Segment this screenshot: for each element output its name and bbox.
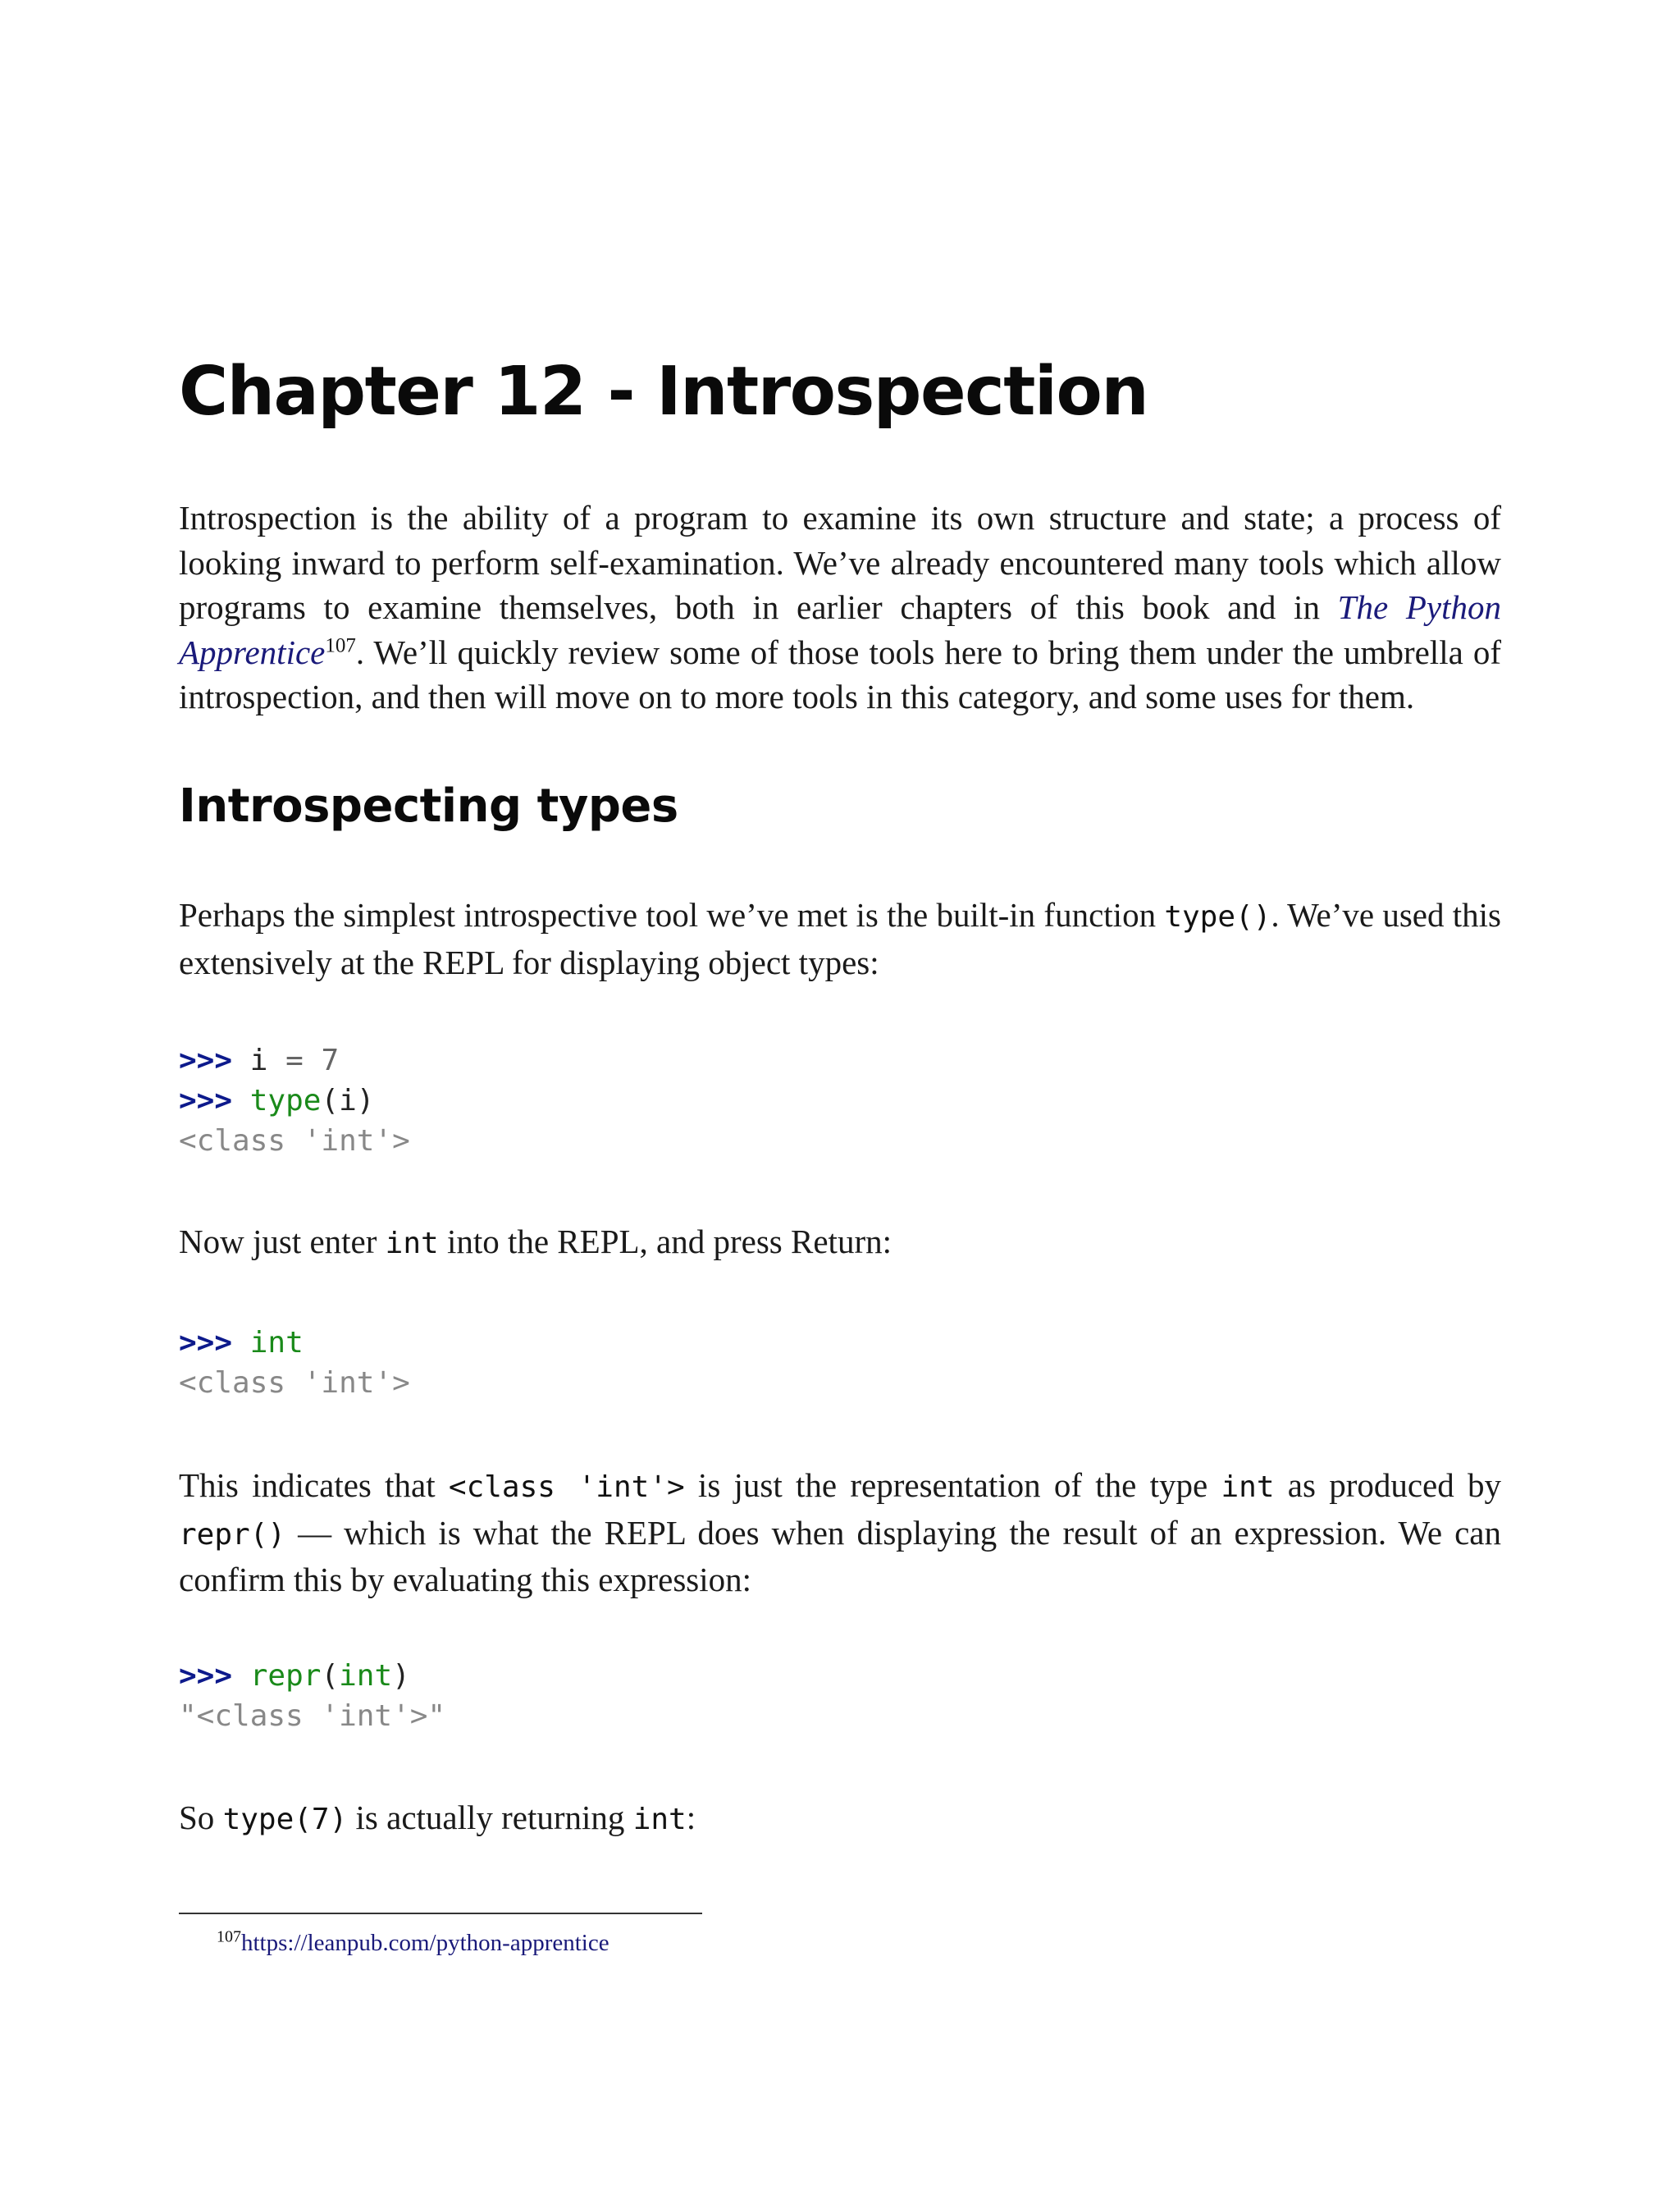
- footnote: [217, 1928, 609, 1958]
- repl-prompt: >>>: [179, 1044, 233, 1077]
- repl-prompt: >>>: [179, 1326, 233, 1360]
- int-paragraph: [179, 1219, 1501, 1267]
- python-apprentice-link[interactable]: The Python Apprentice: [179, 588, 1501, 671]
- code-identifier: i: [339, 1084, 357, 1118]
- footnote-divider: [179, 1913, 702, 1914]
- inline-code-type7: type(7): [222, 1803, 348, 1836]
- type-paragraph: [179, 893, 1501, 985]
- so-text-2: is actually returning: [347, 1799, 633, 1836]
- code-builtin: repr: [249, 1659, 322, 1693]
- code-block-repr: [179, 1656, 445, 1736]
- code-paren: ): [356, 1084, 375, 1118]
- repl-prompt: >>>: [179, 1659, 233, 1693]
- footnote-ref[interactable]: 107: [325, 633, 356, 656]
- inline-code-repr: repr(): [179, 1517, 286, 1552]
- repr-text-3: as produced by: [1274, 1466, 1502, 1504]
- type-text-1: Perhaps the simplest introspective tool we’ve met is the built-in function: [179, 896, 1165, 934]
- type-text-2: . We’ve used this extensively at the REPL for displaying object types:: [179, 896, 1501, 981]
- inline-code-int: int: [385, 1227, 439, 1260]
- repr-text-2: is just the representation of the type: [684, 1466, 1221, 1504]
- so-paragraph: [179, 1795, 1501, 1843]
- repr-text-1: This indicates that: [179, 1466, 449, 1504]
- code-line: [179, 1081, 410, 1121]
- repr-text-4: — which is what the REPL does when displaying the result of an expression. We can confirm this by evaluating this expression:: [179, 1513, 1501, 1598]
- so-text-3: :: [686, 1799, 696, 1836]
- intro-text-2: . We’ll quickly review some of those tools here to bring them under the umbrella of introspection, and then will move on to more tools in this category, and some uses for them.: [179, 633, 1501, 715]
- code-output: "<class 'int'>": [179, 1699, 446, 1733]
- intro-text-1: Introspection is the ability of a program to examine its own structure and state; a process of looking inward to perform self-examination. We’ve already encountered many tools which allow programs to examine themselves, both in earlier chapters of this book and in: [179, 499, 1501, 626]
- code-builtin: int: [249, 1326, 304, 1360]
- so-text-1: So: [179, 1799, 223, 1836]
- code-line: [179, 1323, 410, 1363]
- inline-code-class-int: <class 'int'>: [448, 1470, 685, 1504]
- inline-code-int: int: [1221, 1470, 1275, 1504]
- repl-prompt: >>>: [179, 1084, 233, 1118]
- code-identifier: i: [249, 1044, 268, 1077]
- code-output: <class 'int'>: [179, 1366, 410, 1400]
- inline-code-int: int: [632, 1803, 687, 1836]
- code-block-type: [179, 1040, 410, 1161]
- code-paren: ): [392, 1659, 410, 1693]
- code-output: <class 'int'>: [179, 1124, 410, 1158]
- int-text-2: into the REPL, and press Return:: [438, 1223, 892, 1260]
- code-paren: (: [321, 1084, 340, 1118]
- code-line: [179, 1656, 445, 1696]
- code-operator: =: [285, 1044, 304, 1077]
- footnote-url-link[interactable]: https://leanpub.com/python-apprentice: [241, 1930, 609, 1956]
- chapter-title: Chapter 12 - Introspection: [179, 353, 1148, 431]
- section-title: Introspecting types: [179, 779, 678, 833]
- code-line: [179, 1040, 410, 1081]
- code-builtin: int: [339, 1659, 393, 1693]
- code-paren: (: [321, 1659, 340, 1693]
- int-text-1: Now just enter: [179, 1223, 386, 1260]
- code-builtin: type: [249, 1084, 322, 1118]
- intro-paragraph: [179, 496, 1501, 720]
- footnote-number: 107: [217, 1927, 241, 1946]
- inline-code-type: type(): [1164, 900, 1271, 934]
- code-number: 7: [321, 1044, 340, 1077]
- repr-paragraph: [179, 1463, 1501, 1602]
- code-block-int: [179, 1323, 410, 1403]
